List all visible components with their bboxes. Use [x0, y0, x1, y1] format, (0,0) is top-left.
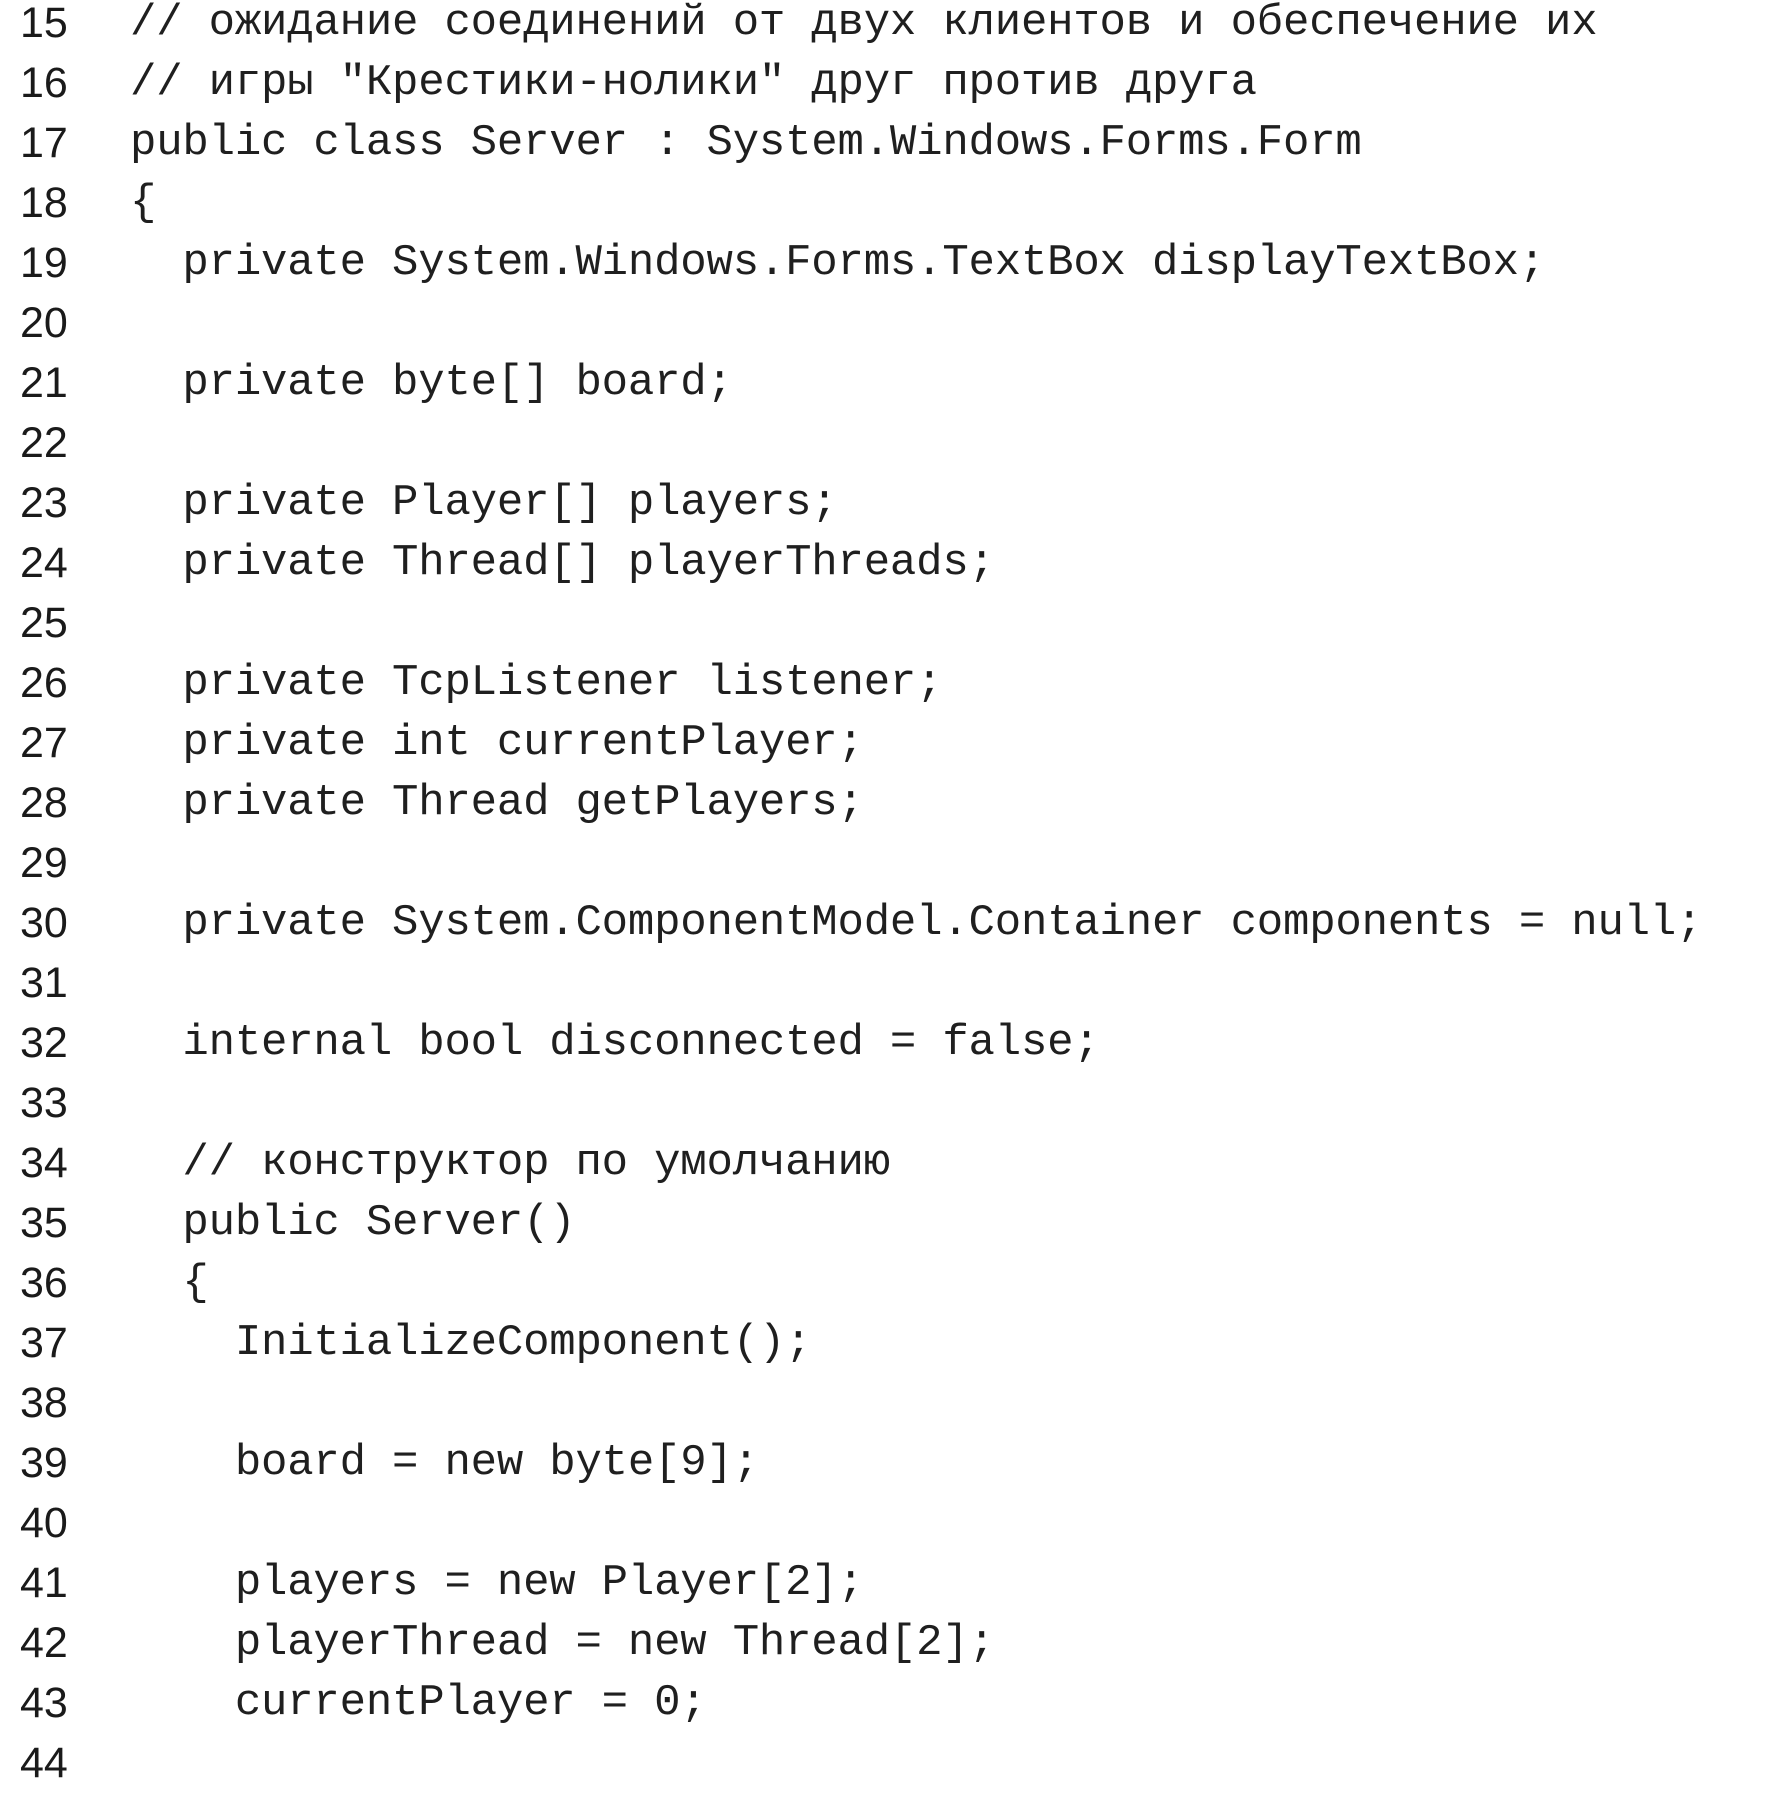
line-number: 22 [20, 419, 68, 467]
line-number: 32 [20, 1019, 68, 1067]
code-text: private System.ComponentModel.Container components = null; [130, 898, 1703, 948]
code-line [20, 480, 1760, 540]
code-text: public class Server : System.Windows.Forms.Form [130, 118, 1362, 168]
code-line [20, 180, 1760, 240]
line-number: 29 [20, 839, 68, 887]
line-number: 42 [20, 1619, 68, 1667]
line-number: 40 [20, 1499, 68, 1547]
line-number: 20 [20, 299, 68, 347]
line-number: 35 [20, 1199, 68, 1247]
code-line [20, 240, 1760, 300]
code-line [20, 1260, 1760, 1320]
line-number: 18 [20, 179, 68, 227]
code-text: private Thread[] playerThreads; [130, 538, 995, 588]
line-number: 17 [20, 119, 68, 167]
code-line [20, 1620, 1760, 1680]
code-text: board = new byte[9]; [130, 1438, 759, 1488]
code-text: internal bool disconnected = false; [130, 1018, 1100, 1068]
code-text: private System.Windows.Forms.TextBox displayTextBox; [130, 238, 1546, 288]
code-line [20, 1380, 1760, 1440]
code-line [20, 300, 1760, 360]
code-line [20, 960, 1760, 1020]
code-line [20, 600, 1760, 660]
code-line [20, 1080, 1760, 1140]
line-number: 34 [20, 1139, 68, 1187]
code-line [20, 780, 1760, 840]
code-line [20, 1200, 1760, 1260]
line-number: 28 [20, 779, 68, 827]
code-text: // ожидание соединений от двух клиентов и обеспечение их [130, 0, 1598, 48]
line-number: 33 [20, 1079, 68, 1127]
code-line [20, 900, 1760, 960]
line-number: 26 [20, 659, 68, 707]
code-listing [20, 0, 1760, 1800]
code-text: private Thread getPlayers; [130, 778, 864, 828]
code-line [20, 360, 1760, 420]
code-line [20, 1740, 1760, 1800]
code-text: InitializeComponent(); [130, 1318, 812, 1368]
line-number: 27 [20, 719, 68, 767]
code-line [20, 0, 1760, 60]
code-text: // игры "Крестики-нолики" друг против друга [130, 58, 1257, 108]
code-text: // конструктор по умолчанию [130, 1138, 890, 1188]
line-number: 30 [20, 899, 68, 947]
code-line [20, 540, 1760, 600]
line-number: 39 [20, 1439, 68, 1487]
code-line [20, 1680, 1760, 1740]
code-text: private byte[] board; [130, 358, 733, 408]
code-line [20, 1500, 1760, 1560]
line-number: 15 [20, 0, 68, 47]
line-number: 38 [20, 1379, 68, 1427]
code-text: private Player[] players; [130, 478, 838, 528]
line-number: 23 [20, 479, 68, 527]
code-line [20, 120, 1760, 180]
code-text: private TcpListener listener; [130, 658, 943, 708]
code-line [20, 1020, 1760, 1080]
code-line [20, 660, 1760, 720]
code-line [20, 1440, 1760, 1500]
line-number: 25 [20, 599, 68, 647]
code-text: players = new Player[2]; [130, 1558, 864, 1608]
line-number: 41 [20, 1559, 68, 1607]
code-line [20, 1560, 1760, 1620]
code-line [20, 1320, 1760, 1380]
line-number: 16 [20, 59, 68, 107]
code-line [20, 60, 1760, 120]
code-line [20, 840, 1760, 900]
line-number: 44 [20, 1739, 68, 1787]
line-number: 21 [20, 359, 68, 407]
code-text: public Server() [130, 1198, 576, 1248]
code-text: { [130, 1258, 209, 1308]
code-line [20, 720, 1760, 780]
code-text: currentPlayer = 0; [130, 1678, 707, 1728]
line-number: 24 [20, 539, 68, 587]
code-text: private int currentPlayer; [130, 718, 864, 768]
line-number: 19 [20, 239, 68, 287]
line-number: 43 [20, 1679, 68, 1727]
line-number: 37 [20, 1319, 68, 1367]
line-number: 36 [20, 1259, 68, 1307]
code-text: { [130, 178, 157, 228]
code-text: playerThread = new Thread[2]; [130, 1618, 995, 1668]
code-line [20, 420, 1760, 480]
code-line [20, 1140, 1760, 1200]
line-number: 31 [20, 959, 68, 1007]
